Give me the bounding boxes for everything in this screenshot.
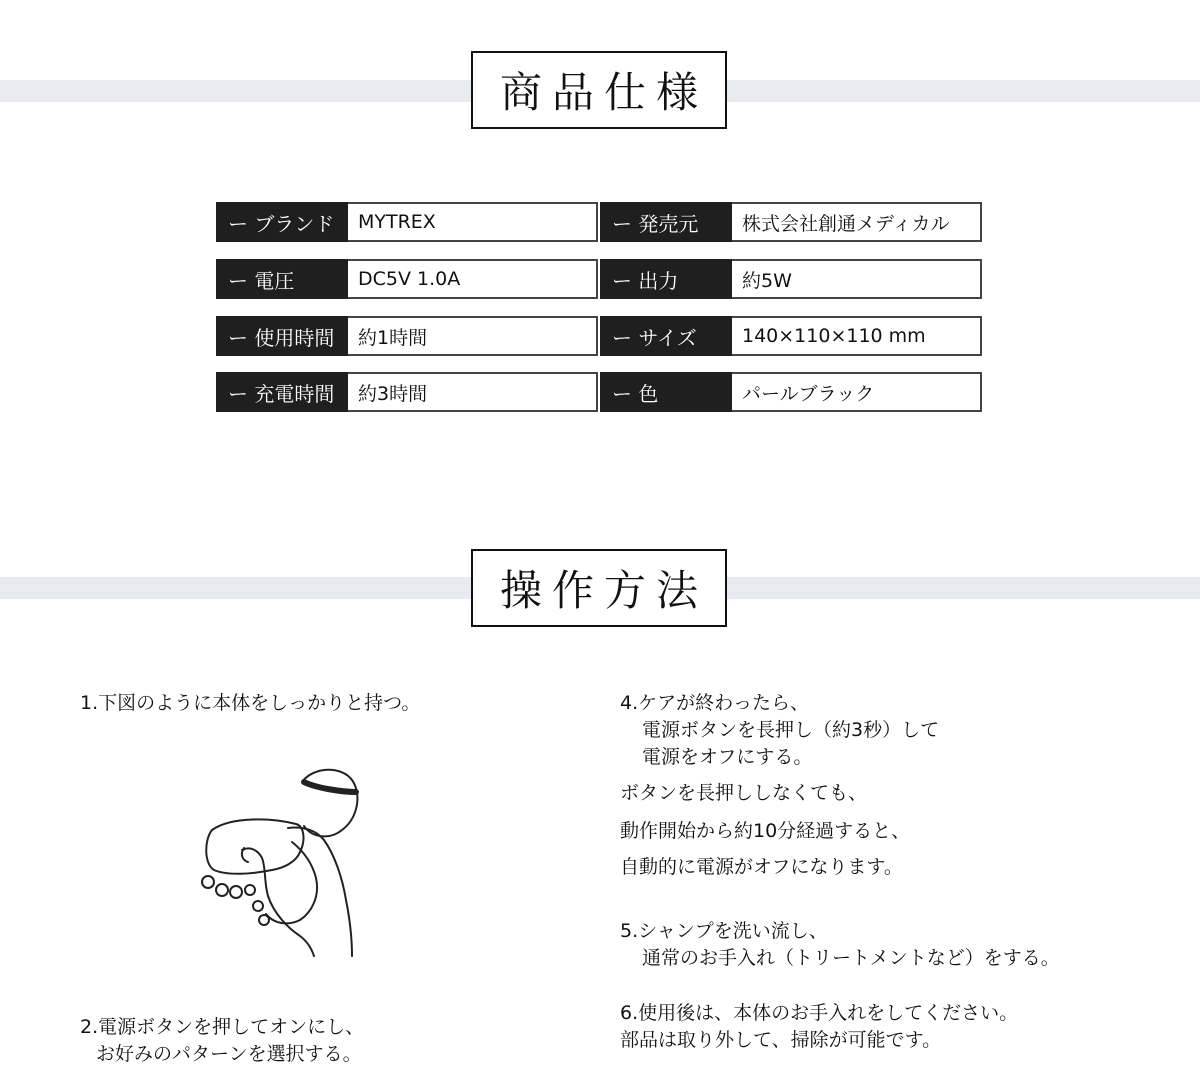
step-6-line-2: 部品は取り外して、掃除が可能です。 xyxy=(620,1029,942,1051)
step-2-text xyxy=(80,1014,364,1068)
spec-value: 140×110×110 mm xyxy=(732,316,982,356)
spec-row-seller xyxy=(600,202,982,242)
step-6-text xyxy=(620,1000,1018,1054)
spec-value: 約1時間 xyxy=(348,316,598,356)
spec-label: ー 出力 xyxy=(600,259,732,299)
spec-label: ー 発売元 xyxy=(600,202,732,242)
step-1-text: 1.下図のように本体をしっかりと持つ。 xyxy=(80,692,421,714)
spec-label: ー サイズ xyxy=(600,316,732,356)
usage-section-title: 操作方法 xyxy=(471,549,727,627)
auto-off-line-2: 動作開始から約10分経過すると、 xyxy=(620,820,911,842)
spec-label: ー 色 xyxy=(600,372,732,412)
step-5-line-1: 5.シャンプを洗い流し、 xyxy=(620,920,828,942)
spec-label: ー 電圧 xyxy=(216,259,348,299)
spec-row-charge-time xyxy=(216,372,598,412)
step-4-line-3: 電源をオフにする。 xyxy=(642,746,813,768)
hand-holding-device-illustration xyxy=(192,760,382,960)
spec-section-title: 商品仕様 xyxy=(471,51,727,129)
spec-row-voltage xyxy=(216,259,598,299)
spec-label: ー 使用時間 xyxy=(216,316,348,356)
spec-value: DC5V 1.0A xyxy=(348,259,598,299)
spec-row-usage-time xyxy=(216,316,598,356)
spec-row-size xyxy=(600,316,982,356)
spec-value: MYTREX xyxy=(348,202,598,242)
step-5-text xyxy=(620,918,1060,972)
spec-label: ー 充電時間 xyxy=(216,372,348,412)
spec-value: パールブラック xyxy=(732,372,982,412)
spec-row-color xyxy=(600,372,982,412)
spec-label: ー ブランド xyxy=(216,202,348,242)
step-4-line-1: 4.ケアが終わったら、 xyxy=(620,692,809,714)
step-4-line-2: 電源ボタンを長押し（約3秒）して xyxy=(642,719,940,741)
auto-off-line-1: ボタンを長押ししなくても、 xyxy=(620,782,868,804)
step-5-line-2: 通常のお手入れ（トリートメントなど）をする。 xyxy=(642,947,1060,969)
auto-off-line-3: 自動的に電源がオフになります。 xyxy=(620,856,903,878)
step-2-line-1: 2.電源ボタンを押してオンにし、 xyxy=(80,1016,365,1038)
step-6-line-1: 6.使用後は、本体のお手入れをしてください。 xyxy=(620,1002,1019,1024)
step-2-line-2: お好みのパターンを選択する。 xyxy=(96,1043,362,1065)
spec-row-brand xyxy=(216,202,598,242)
spec-value: 株式会社創通メディカル xyxy=(732,202,982,242)
spec-value: 約3時間 xyxy=(348,372,598,412)
step-4-text xyxy=(620,690,939,771)
spec-value: 約5W xyxy=(732,259,982,299)
spec-row-output xyxy=(600,259,982,299)
